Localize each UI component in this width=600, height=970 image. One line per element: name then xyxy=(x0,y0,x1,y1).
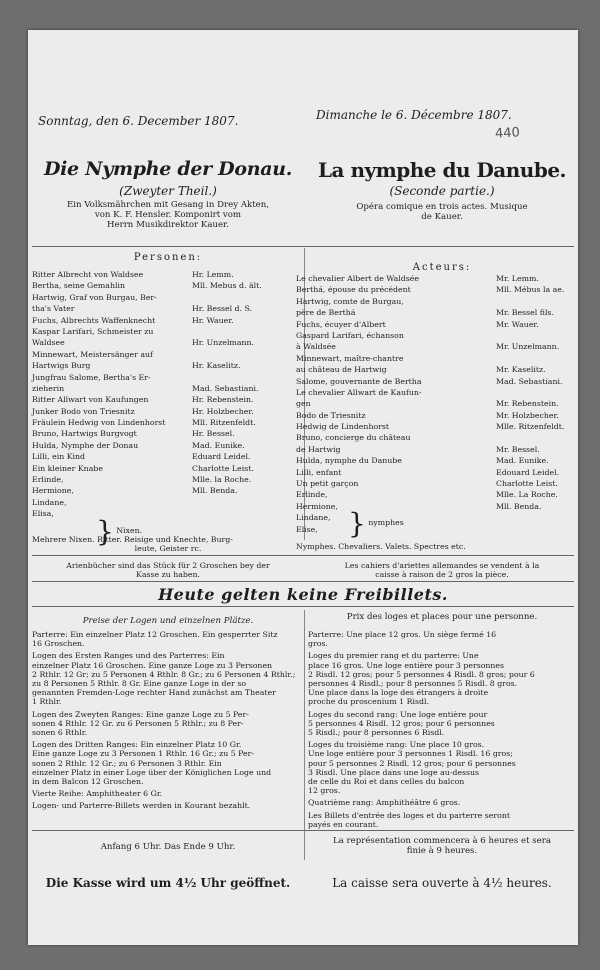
cast-row xyxy=(32,464,302,475)
actor-name: Hr. Holzbecher. xyxy=(192,406,254,416)
actor-name: Mlle. Ritzenfeldt. xyxy=(496,422,565,432)
rule-top xyxy=(32,246,574,247)
cast-row xyxy=(32,361,302,372)
timing-french: La représentation commencera à 6 heures et sera finie à 9 heures. xyxy=(332,836,551,857)
role-name: zieherin xyxy=(32,383,65,393)
prices-heading-french: Prix des loges et places pour une personne. xyxy=(346,612,538,622)
date-french: Dimanche le 6. Décembre 1807. xyxy=(316,108,512,122)
prices-german xyxy=(32,630,302,814)
cast-row xyxy=(296,502,574,513)
cast-row xyxy=(296,456,574,467)
actor-name: Mr. Unzelmann. xyxy=(496,342,560,352)
price-entry: Logen des Dritten Ranges: Ein einzelner Platz 10 Gr. Eine ganze Loge zu 3 Personen 1 Rthlr. 16 Gr.; zu 5 Per- sonen 2 Rthlr. 12 Gr.; zu 6 Personen 3 Rthlr. Ein einzelner Platz in einer Loge über der Königlichen Loge und in dem Balcon 12 Groschen. xyxy=(32,740,272,787)
actor-name: Hr. Bessel. xyxy=(192,429,235,439)
role-name: gen xyxy=(296,399,311,409)
role-name: Un petit garçon xyxy=(296,479,359,489)
actor-name: Mad. Eunike. xyxy=(496,456,549,466)
cast-row xyxy=(296,388,574,399)
actor-name: Edouard Leidel. xyxy=(496,467,560,477)
subtitle-french: (Seconde partie.) xyxy=(389,184,495,198)
actor-name: Hr. Lemm. xyxy=(192,270,234,279)
cast-row xyxy=(32,316,302,327)
cast-footer-german: Mehrere Nixen. Ritter. Reisige und Knechte, Burg- leute, Geister rc. xyxy=(32,535,233,554)
no-free-tickets-notice: Heute gelten keine Freibillets. xyxy=(158,585,448,604)
role-name: Bertha, seine Gemahlin xyxy=(32,281,125,291)
cast-row xyxy=(296,445,574,456)
cast-row xyxy=(32,281,302,292)
actor-name: Mll. Benda. xyxy=(192,486,238,496)
actor-name: Mad. Sebastiani. xyxy=(496,376,563,386)
nymphes-brace xyxy=(348,507,404,540)
cast-row xyxy=(296,308,574,319)
cast-row xyxy=(32,327,302,338)
role-name: tha's Vater xyxy=(32,304,75,314)
role-name: Hartwig, comte de Burgau, xyxy=(296,296,404,306)
role-name: à Waldsée xyxy=(296,342,336,352)
cast-heading-french: Acteurs: xyxy=(412,262,472,273)
cast-row xyxy=(32,475,302,486)
brace-icon: } xyxy=(96,515,114,548)
cast-row xyxy=(296,411,574,422)
role-name: Jungfrau Salome, Bertha's Er- xyxy=(32,372,151,382)
description-german: Ein Volksmährchen mit Gesang in Drey Akten, von K. F. Hensler. Komponirt vom Herrn Musikdirektor Kauer. xyxy=(66,200,270,231)
price-entry: Logen des Zweyten Ranges: Eine ganze Loge zu 5 Per- sonen 4 Rthlr. 12 Gr. zu 6 Personen 5 Rthlr.; zu 8 Per- sonen 6 Rthlr. xyxy=(32,709,249,738)
role-name: Ritter Allwart von Kaufungen xyxy=(32,395,149,405)
actor-name: Mr. Bessel. xyxy=(496,444,540,454)
cast-row xyxy=(296,331,574,342)
actor-name: Mr. Rebenstein. xyxy=(496,399,559,409)
description-french: Opéra comique en trois actes. Musique de Kauer. xyxy=(356,202,528,223)
price-entry: Vierte Reihe: Amphitheater 6 Gr. xyxy=(32,789,163,799)
price-entry: Logen des Ersten Ranges und des Parterres: Ein einzelner Platz 16 Groschen. Eine ganze Loge zu 3 Personen 2 Rthlr. 12 Gr; zu 5 Personen 4 Rthlr. 8 Gr.; zu 6 Personen 4 Rthlr.; zu 8 Personen 5 Rthlr. 8 Gr. Eine ganze Loge in der so genannten Fremden-Loge rechter Hand zunächst am Theater 1 Rthlr. xyxy=(32,651,296,707)
role-name: Salome, gouvernante de Bertha xyxy=(296,376,422,386)
role-name: Berthá, épouse du précédent xyxy=(296,285,411,295)
actor-name: Mll. Ritzenfeldt. xyxy=(192,418,256,428)
cast-row xyxy=(32,373,302,384)
actor-name: Eduard Leidel. xyxy=(192,452,251,462)
role-name: de Hartwig xyxy=(296,444,341,454)
actor-name: Mr. Kaselitz. xyxy=(496,365,546,375)
price-entry: Logen- und Parterre-Billets werden in Kourant bezahlt. xyxy=(32,801,251,811)
cast-row xyxy=(32,304,302,315)
role-name: Elise, xyxy=(296,524,318,534)
price-entry: Loges du premier rang et du parterre: Une place 16 gros. Une loge entière pour 3 personnes 2 Risdl. 12 gros; pour 5 personnes 4 Risdl. 8 gros; pour 6 personnes 4 Risdl.; pour 8 personnes 5 Risdl. 8 gros. Une place dans la loge des étrangers à droite proche du proscenium 1 Risdl. xyxy=(308,651,535,707)
actor-name: Mlle. la Roche. xyxy=(192,475,252,485)
actor-name: Mr. Bessel fils. xyxy=(496,308,554,318)
cast-row xyxy=(296,285,574,296)
cast-row xyxy=(32,407,302,418)
cast-row xyxy=(32,486,302,497)
price-entry: Parterre: Ein einzelner Platz 12 Groschen. Ein gesperrter Sitz 16 Groschen. xyxy=(32,630,278,649)
cast-list-french xyxy=(296,274,574,536)
actor-name: Mr. Lemm. xyxy=(496,274,539,283)
brace-icon: } xyxy=(348,507,366,540)
actor-name: Mll. Mebus d. ält. xyxy=(192,281,262,291)
actor-name: Hr. Rebenstein. xyxy=(192,395,254,405)
cast-row xyxy=(296,354,574,365)
actor-name: Mll. Mébus la ae. xyxy=(496,285,565,295)
cast-row xyxy=(296,513,574,524)
role-name: Fräulein Hedwig von Lindenhorst xyxy=(32,418,166,428)
role-name: Gaspard Larifari, échanson xyxy=(296,330,404,340)
rule-notice xyxy=(32,606,574,607)
role-name: Erlinde, xyxy=(32,475,64,485)
nymphes-label: nymphes xyxy=(368,518,404,527)
prices-heading-german: Preise der Logen und einzelnen Plätze. xyxy=(82,616,254,626)
role-name: Minnewart, Meistersänger auf xyxy=(32,349,153,359)
title-french: La nymphe du Danube. xyxy=(317,158,567,182)
role-name: Kaspar Larifari, Schmeister zu xyxy=(32,326,154,336)
rule-prices xyxy=(32,830,574,831)
role-name: Erlinde, xyxy=(296,490,328,500)
box-office-german: Die Kasse wird um 4½ Uhr geöffnet. xyxy=(45,876,291,890)
role-name: Lilli, enfant xyxy=(296,467,342,477)
role-name: Hulda, Nymphe der Donau xyxy=(32,440,139,450)
role-name: Bruno, concierge du château xyxy=(296,433,411,443)
role-name: Hartwig, Graf von Burgau, Ber- xyxy=(32,292,157,302)
price-entry: Parterre: Une place 12 gros. Un siège fermé 16 gros. xyxy=(308,630,497,649)
cast-heading-german: Personen: xyxy=(133,252,203,263)
ariettes-german: Arienbücher sind das Stück für 2 Groschen bey der Kasse zu haben. xyxy=(66,561,270,580)
cast-row xyxy=(32,509,302,520)
prices-french xyxy=(308,630,574,832)
cast-row xyxy=(296,479,574,490)
role-name: Le chevalier Allwart de Kaufun- xyxy=(296,387,422,397)
role-name: Hermione, xyxy=(32,486,74,496)
role-name: Lindane, xyxy=(296,513,331,523)
date-german: Sonntag, den 6. December 1807. xyxy=(38,114,239,128)
cast-row xyxy=(296,433,574,444)
cast-row xyxy=(296,365,574,376)
cast-row xyxy=(296,320,574,331)
role-name: Lindane, xyxy=(32,497,67,507)
price-entry: Quatrième rang: Amphithéâtre 6 gros. xyxy=(308,798,461,808)
role-name: Fuchs, écuyer d'Albert xyxy=(296,319,386,329)
cast-row xyxy=(296,377,574,388)
price-entry: Les Billets d'entrée des loges et du parterre seront payés en courant. xyxy=(308,810,510,829)
role-name: Hedwig de Lindenhorst xyxy=(296,422,390,432)
ariettes-french: Les cahiers d'ariettes allemandes se vendent à la caisse à raison de 2 gros la pièce. xyxy=(344,561,540,580)
box-office-french: La caisse sera ouverte à 4½ heures. xyxy=(332,876,552,890)
price-entry: Loges du troisième rang: Une place 10 gros. Une loge entière pour 3 personnes 1 Risdl. 16 gros; pour 5 personnes 2 Risdl. 12 gros; pour 6 personnes 3 Risdl. Une place dans une loge au-dessus de celle du Roi et dans celles du balcon 12 gros. xyxy=(308,740,516,796)
playbill-sheet xyxy=(28,30,578,945)
actor-name: Mr. Wauer. xyxy=(496,319,539,329)
role-name: Hulda, nymphe du Danube xyxy=(296,456,402,466)
actor-name: Hr. Bessel d. S. xyxy=(192,304,253,314)
role-name: père de Berthá xyxy=(296,308,356,318)
cast-row xyxy=(296,525,574,536)
actor-name: Hr. Wauer. xyxy=(192,315,234,325)
rule-cast xyxy=(32,555,574,556)
cast-row xyxy=(296,297,574,308)
role-name: Junker Bodo von Triesnitz xyxy=(32,406,135,416)
cast-row xyxy=(32,441,302,452)
cast-row xyxy=(32,293,302,304)
cast-row xyxy=(32,395,302,406)
nixen-label: Nixen. xyxy=(116,526,143,535)
role-name: Hermione, xyxy=(296,501,338,511)
role-name: Le chevalier Albert de Waldsée xyxy=(296,274,419,283)
actor-name: Charlotte Leist. xyxy=(192,463,254,473)
cast-row xyxy=(296,468,574,479)
actor-name: Charlotte Leist. xyxy=(496,479,558,489)
timing-german: Anfang 6 Uhr. Das Ende 9 Uhr. xyxy=(100,842,236,852)
cast-row xyxy=(32,350,302,361)
column-divider-prices xyxy=(304,610,305,860)
cast-row xyxy=(32,429,302,440)
cast-row xyxy=(296,490,574,501)
role-name: Bodo de Triesnitz xyxy=(296,410,366,420)
rule-ariettes xyxy=(32,581,574,582)
actor-name: Hr. Kaselitz. xyxy=(192,361,241,371)
role-name: Fuchs, Albrechts Waffenknecht xyxy=(32,315,156,325)
title-german: Die Nymphe der Donau. xyxy=(43,158,293,180)
role-name: Lilli, ein Kind xyxy=(32,452,86,462)
role-name: Hartwigs Burg xyxy=(32,361,91,371)
cast-list-german xyxy=(32,270,302,521)
actor-name: Mad. Sebastiani. xyxy=(192,383,259,393)
role-name: Bruno, Hartwigs Burgvogt xyxy=(32,429,137,439)
actor-name: Hr. Unzelmann. xyxy=(192,338,254,348)
role-name: Minnewart, maître-chantre xyxy=(296,353,404,363)
price-entry: Loges du second rang: Une loge entière pour 5 personnes 4 Risdl. 12 gros; pour 6 personnes 5 Risdl.; pour 8 personnes 6 Risdl. xyxy=(308,709,495,738)
actor-name: Mr. Holzbecher. xyxy=(496,410,559,420)
actor-name: Mll. Benda. xyxy=(496,501,542,511)
cast-row xyxy=(32,452,302,463)
subtitle-german: (Zweyter Theil.) xyxy=(119,184,217,198)
cast-footer-french: Nymphes. Chevaliers. Valets. Spectres etc. xyxy=(296,542,466,551)
role-name: Ritter Albrecht von Waldsee xyxy=(32,270,144,279)
cast-row xyxy=(32,338,302,349)
role-name: Ein kleiner Knabe xyxy=(32,463,103,473)
cast-row xyxy=(296,422,574,433)
cast-row xyxy=(32,498,302,509)
cast-row xyxy=(296,274,574,285)
cast-row xyxy=(32,418,302,429)
cast-row xyxy=(32,384,302,395)
cast-row xyxy=(296,342,574,353)
page-number: 440 xyxy=(494,125,521,142)
cast-row xyxy=(296,399,574,410)
actor-name: Mad. Eunike. xyxy=(192,440,245,450)
cast-row xyxy=(32,270,302,281)
role-name: Waldsee xyxy=(32,338,65,348)
actor-name: Mlle. La Roche. xyxy=(496,490,558,500)
role-name: Elisa, xyxy=(32,509,54,519)
role-name: au château de Hartwig xyxy=(296,365,387,375)
